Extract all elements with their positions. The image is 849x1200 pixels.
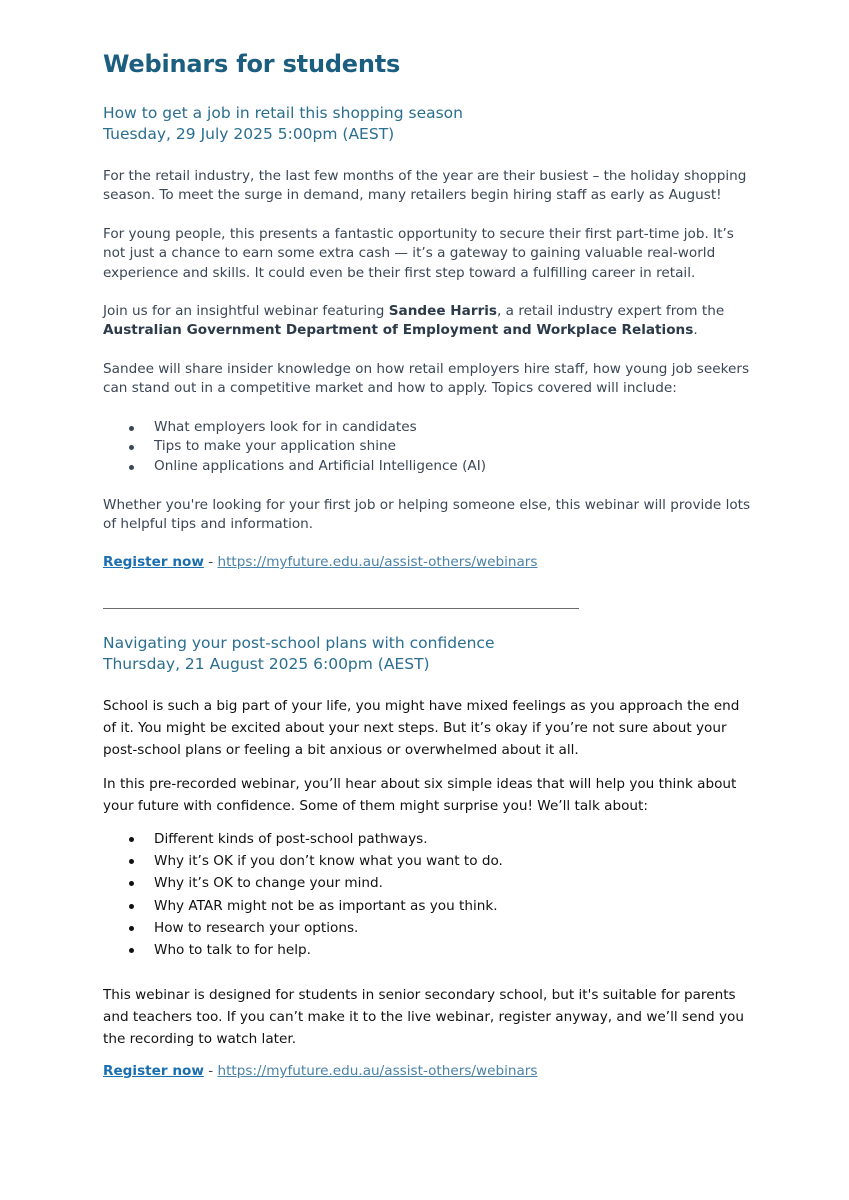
list-item-text: Who to talk to for help. (154, 942, 311, 959)
bullet-icon (129, 837, 134, 842)
webinar1-para3-mid: , a retail industry expert from the (497, 303, 725, 319)
list-item (103, 872, 503, 894)
webinar2-register-url-link[interactable]: https://myfuture.edu.au/assist-others/webinars (217, 1063, 538, 1079)
list-item-text: How to research your options. (154, 919, 359, 936)
bullet-icon (129, 904, 134, 909)
bullet-icon (129, 445, 134, 450)
webinar1-paragraph-3 (103, 302, 753, 341)
list-item-text: Why it’s OK to change your mind. (154, 875, 383, 892)
list-item-text: Tips to make your application shine (154, 438, 396, 455)
bullet-icon (129, 948, 134, 953)
register-separator: - (203, 1063, 218, 1079)
list-item-text: What employers look for in candidates (154, 419, 417, 435)
webinar1-register-url-link[interactable]: https://myfuture.edu.au/assist-others/webinars (217, 554, 538, 570)
webinar1-paragraph-5: Whether you're looking for your first job or helping someone else, this webinar will provide lots of helpful tips and information. (103, 497, 751, 533)
webinar2-heading: Navigating your post-school plans with confidence (103, 634, 495, 652)
bullet-icon (129, 426, 134, 431)
webinar2-date: Thursday, 21 August 2025 6:00pm (AEST) (103, 655, 430, 673)
bullet-icon (129, 859, 134, 864)
list-item (103, 917, 503, 939)
list-item (103, 418, 486, 437)
webinar2-header (103, 633, 494, 675)
document-title: Webinars for students (103, 50, 401, 78)
bullet-icon (129, 465, 134, 470)
webinar1-date: Tuesday, 29 July 2025 5:00pm (AEST) (103, 125, 395, 143)
list-item (103, 850, 503, 872)
webinar1-para3-end: . (693, 322, 698, 339)
list-item-text: Online applications and Artificial Intelligence (AI) (154, 457, 487, 474)
webinar1-register (103, 554, 537, 570)
webinar1-heading: How to get a job in retail this shopping season (103, 104, 463, 122)
webinar1-para3-intro: Join us for an insightful webinar featuring (103, 303, 389, 319)
list-item (103, 939, 503, 961)
list-item (103, 895, 503, 917)
list-item (103, 828, 503, 850)
webinar2-register (103, 1063, 537, 1079)
register-separator: - (203, 554, 218, 570)
webinar1-paragraph-2: For young people, this presents a fantastic opportunity to secure their first part-time job. It’s not just a chance to earn some extra cash — it’s a gateway to gaining valuable real-world experience and skills. It could even be their first step toward a fulfilling career in retail. (103, 226, 734, 281)
webinar1-paragraph-1: For the retail industry, the last few months of the year are their busiest – the holiday shopping season. To meet the surge in demand, many retailers begin hiring staff as early as August! (103, 168, 747, 204)
list-item-text: Different kinds of post-school pathways. (154, 831, 428, 847)
webinar2-register-link[interactable]: Register now (103, 1063, 204, 1079)
organisation-name: Australian Government Department of Employment and Workplace Relations (103, 322, 694, 339)
section-divider (103, 608, 579, 609)
list-item (103, 437, 486, 456)
webinar1-register-link[interactable]: Register now (103, 554, 204, 570)
bullet-icon (129, 926, 134, 931)
presenter-name: Sandee Harris (388, 303, 498, 319)
bullet-icon (129, 881, 134, 886)
webinar2-paragraph-2: In this pre-recorded webinar, you’ll hear about six simple ideas that will help you think about your future with confidence. Some of them might surprise you! We’ll talk about: (103, 776, 737, 814)
webinar2-topic-list (103, 828, 503, 961)
list-item (103, 457, 486, 476)
webinar1-header (103, 103, 463, 145)
webinar2-paragraph-1: School is such a big part of your life, you might have mixed feelings as you approach the end of it. You might be excited about your next steps. But it’s okay if you’re not sure about your post-school plans or feeling a bit anxious or overwhelmed about it all. (103, 698, 740, 758)
webinar1-paragraph-4: Sandee will share insider knowledge on how retail employers hire staff, how young job seekers can stand out in a competitive market and how to apply. Topics covered will include: (103, 361, 750, 397)
list-item-text: Why it’s OK if you don’t know what you want to do. (154, 853, 503, 870)
webinar2-paragraph-3: This webinar is designed for students in senior secondary school, but it's suitable for parents and teachers too. If you can’t make it to the live webinar, register anyway, and we’ll send you the recording to watch later. (103, 987, 744, 1047)
list-item-text: Why ATAR might not be as important as you think. (154, 897, 498, 914)
webinar1-topic-list (103, 418, 486, 476)
